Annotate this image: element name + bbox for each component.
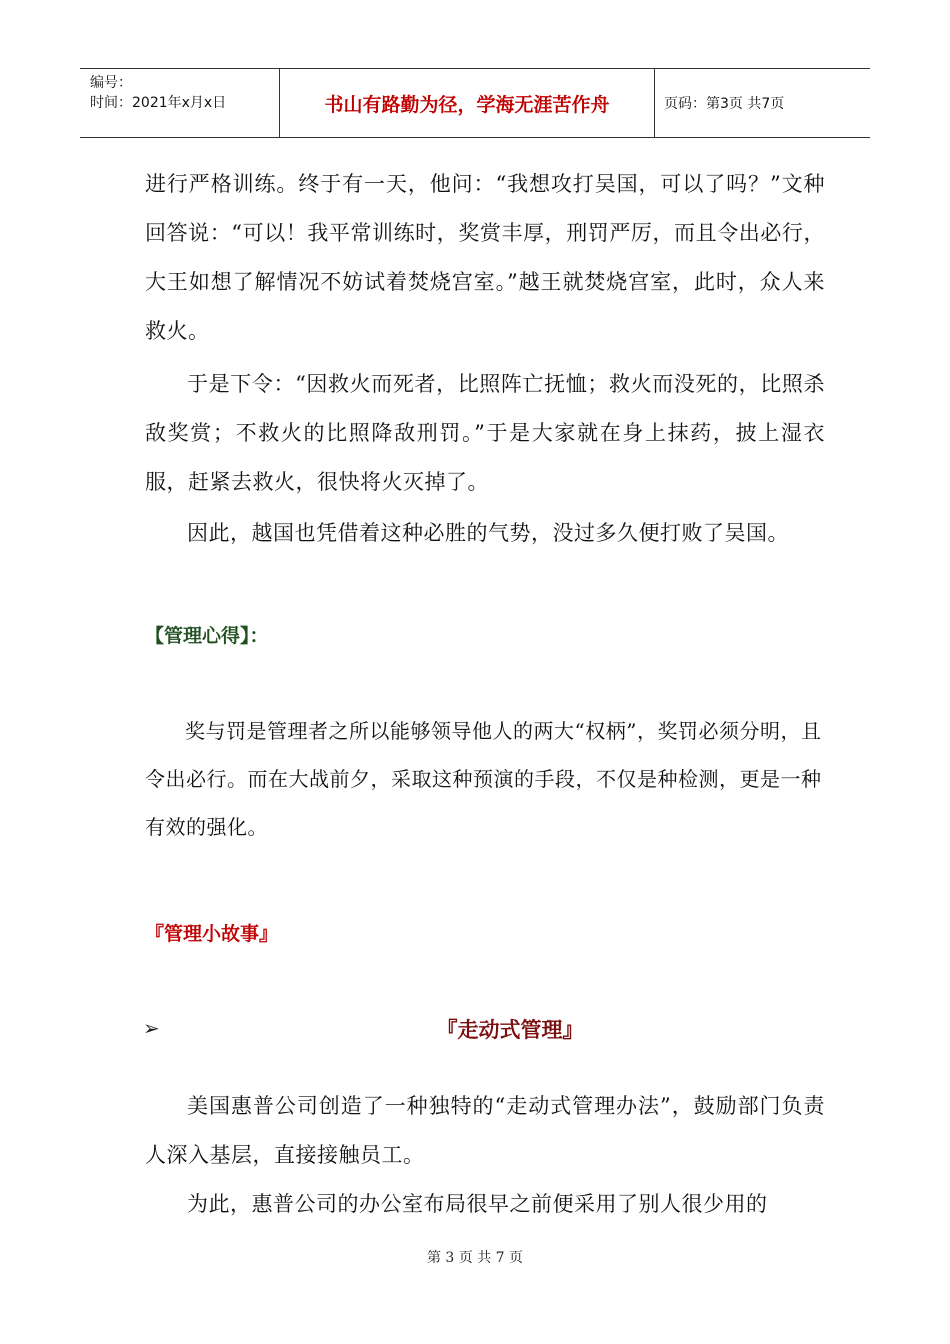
story-paragraph-1: 进行严格训练。终于有一天，他问：“我想攻打吴国，可以了吗？”文种回答说：“可以！我平常训练时，奖赏丰厚，刑罚严厉，而且令出必行，大王如想了解情况不妨试着焚烧宫室。”越王就焚烧宫室，此时，众人来救火。 (145, 172, 825, 343)
story2-paragraph-1: 美国惠普公司创造了一种独特的“走动式管理办法”，鼓励部门负责人深入基层，直接接触员工。 (145, 1094, 825, 1167)
page-footer: 第 3 页 共 7 页 (426, 1250, 524, 1266)
story2-paragraph-2: 为此，惠普公司的办公室布局很早之前便采用了别人很少用的 (187, 1192, 768, 1216)
story-paragraph-2: 于是下令：“因救火而死者，比照阵亡抚恤；救火而没死的，比照杀敌奖赏；不救火的比照降敌刑罚。”于是大家就在身上抹药，披上湿衣服，赶紧去救火，很快将火灭掉了。 (145, 372, 825, 494)
number-label: 编号： (90, 75, 132, 91)
document-header (80, 68, 870, 138)
header-page-label: 页码：第3页 共7页 (664, 96, 785, 112)
insight-text: 奖与罚是管理者之所以能够领导他人的两大“权柄”，奖罚必须分明，且令出必行。而在大战前夕，采取这种预演的手段，不仅是种检测，更是一种有效的强化。 (145, 719, 822, 839)
header-motto: 书山有路勤为径，学海无涯苦作舟 (280, 69, 655, 137)
insight-heading: 【管理心得】： (145, 625, 269, 647)
bullet-arrow-icon: ➢ (143, 1016, 160, 1040)
story-section-heading: 『管理小故事』 (145, 923, 279, 945)
story-title: 『走动式管理』 (436, 1017, 584, 1042)
header-info-cell (80, 69, 280, 137)
story-paragraph-3: 因此，越国也凭借着这种必胜的气势，没过多久便打败了吴国。 (187, 521, 789, 545)
time-label: 时间：2021年x月x日 (90, 95, 227, 111)
